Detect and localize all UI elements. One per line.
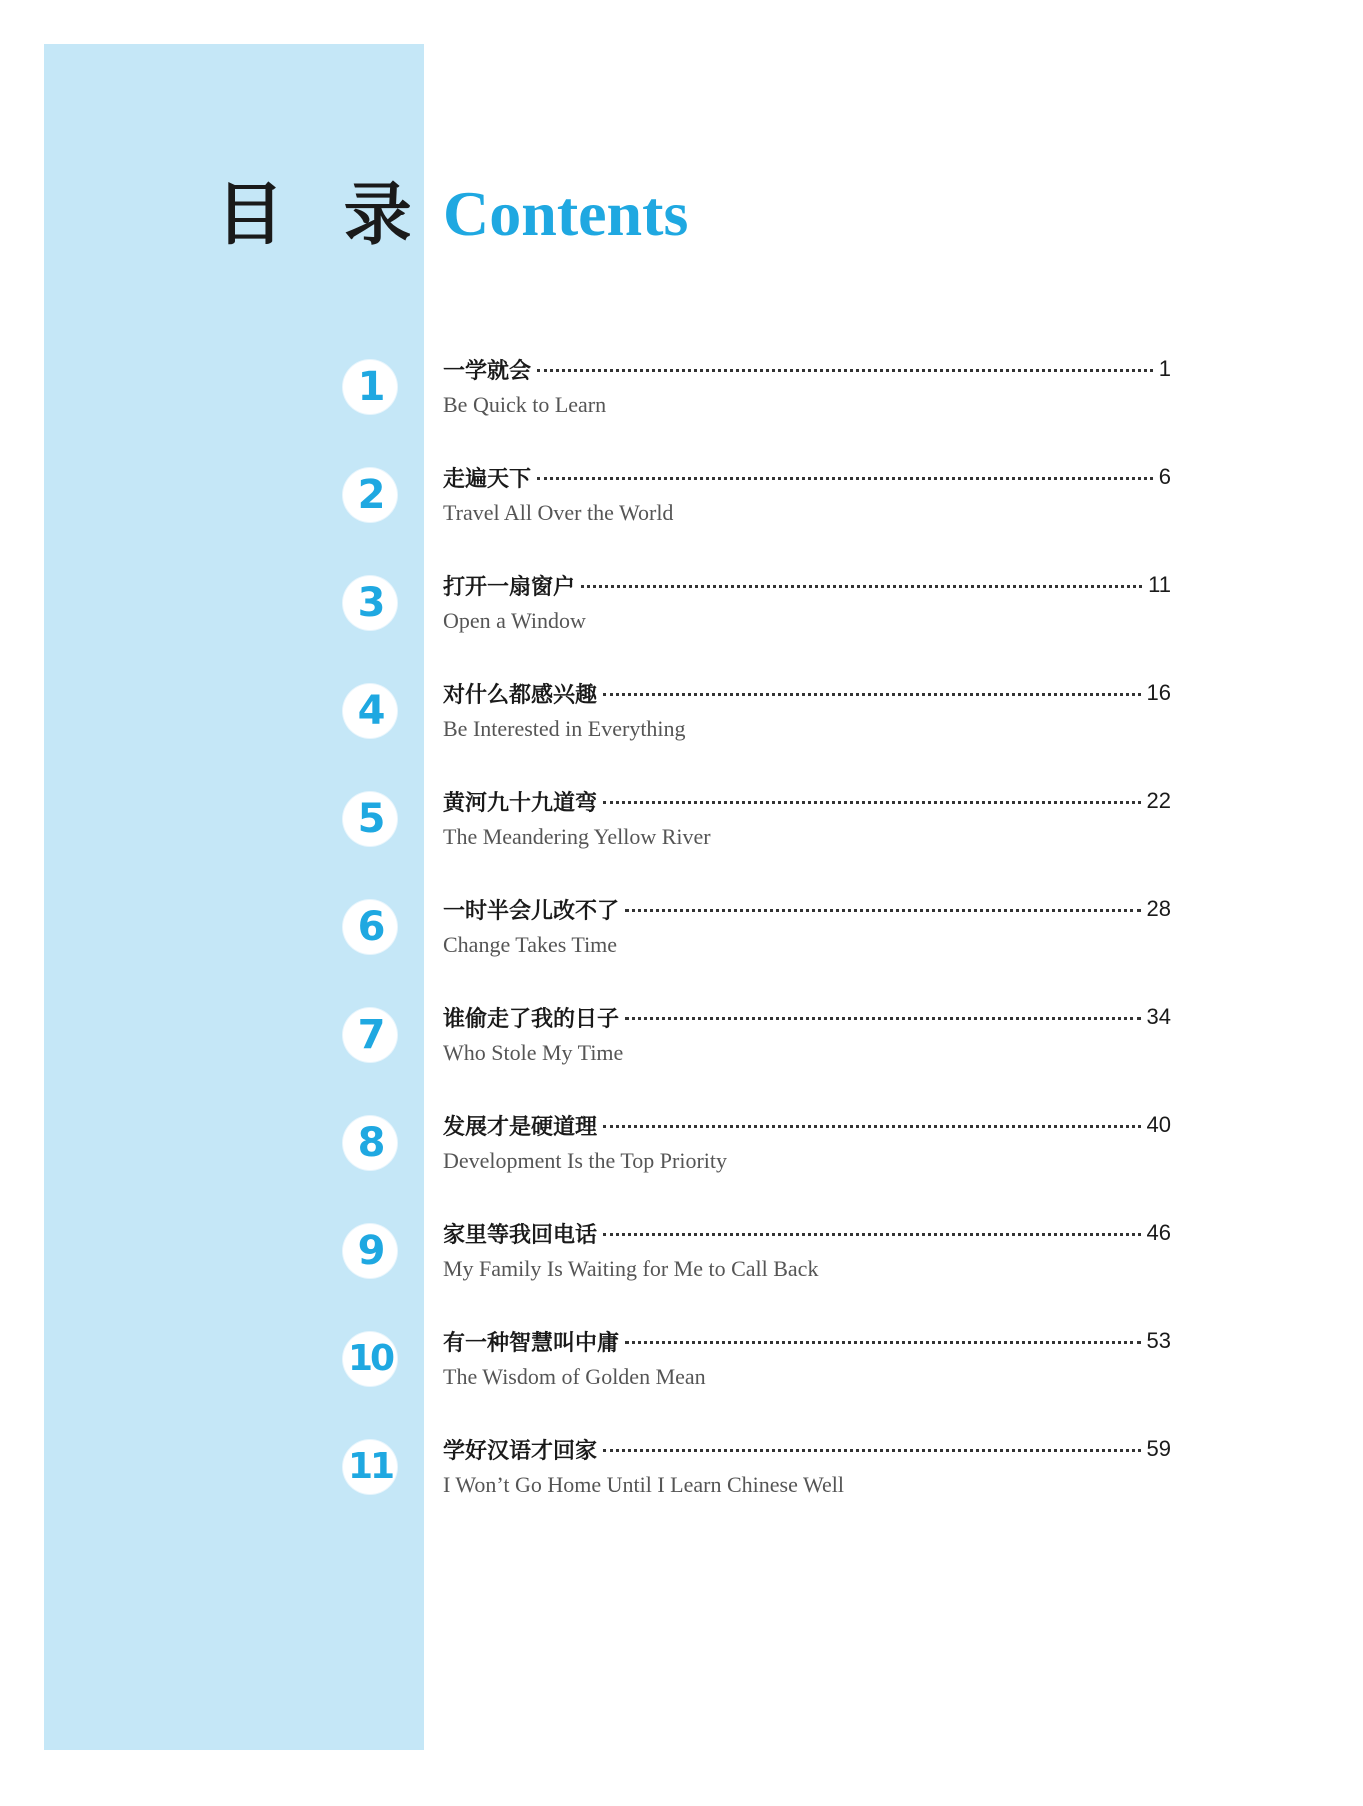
chapter-title-chinese: 学好汉语才回家	[443, 1438, 598, 1464]
chapter-number-badge: 9	[343, 1224, 397, 1278]
table-of-contents	[0, 352, 1363, 1540]
toc-title-row	[443, 1324, 1171, 1358]
toc-entry-3[interactable]	[0, 568, 1363, 676]
chapter-title-chinese: 有一种智慧叫中庸	[443, 1330, 620, 1356]
chapter-title-english: Be Quick to Learn	[443, 392, 607, 417]
chapter-title-chinese: 走遍天下	[443, 466, 532, 492]
chapter-title-chinese: 黄河九十九道弯	[443, 790, 598, 816]
chapter-title-chinese: 家里等我回电话	[443, 1222, 598, 1248]
chapter-title-chinese: 一时半会儿改不了	[443, 898, 620, 924]
page-number: 53	[1146, 1328, 1171, 1353]
toc-entry-8[interactable]	[0, 1108, 1363, 1216]
page-number: 16	[1146, 680, 1171, 705]
toc-title-row	[443, 352, 1171, 386]
toc-entry-6[interactable]	[0, 892, 1363, 1000]
chapter-title-english: My Family Is Waiting for Me to Call Back	[443, 1256, 819, 1281]
toc-entry-10[interactable]	[0, 1324, 1363, 1432]
toc-title-row	[443, 1432, 1171, 1466]
chapter-number-badge: 6	[343, 900, 397, 954]
dot-leader	[537, 477, 1153, 480]
chapter-number-badge: 8	[343, 1116, 397, 1170]
page-number: 6	[1158, 464, 1171, 489]
chapter-title-english: Open a Window	[443, 608, 586, 633]
page-number: 22	[1146, 788, 1171, 813]
dot-leader	[603, 1233, 1141, 1236]
chapter-title-english: Change Takes Time	[443, 932, 618, 957]
chapter-title-english: Be Interested in Everything	[443, 716, 686, 741]
dot-leader	[581, 585, 1142, 588]
dot-leader	[603, 693, 1141, 696]
toc-title-row	[443, 1000, 1171, 1034]
chapter-number-badge: 11	[343, 1440, 397, 1494]
chapter-number-badge: 4	[343, 684, 397, 738]
toc-title-row	[443, 784, 1171, 818]
chapter-title-chinese: 打开一扇窗户	[443, 574, 576, 600]
toc-title-row	[443, 676, 1171, 710]
page-number: 28	[1146, 896, 1171, 921]
chapter-title-chinese: 一学就会	[443, 358, 532, 384]
toc-entry-11[interactable]	[0, 1432, 1363, 1540]
chapter-title-english: Who Stole My Time	[443, 1040, 624, 1065]
toc-title-row	[443, 568, 1171, 602]
dot-leader	[625, 1017, 1141, 1020]
chapter-number-badge: 7	[343, 1008, 397, 1062]
page-title-english: Contents	[443, 178, 689, 249]
chapter-number-badge: 3	[343, 576, 397, 630]
toc-entry-1[interactable]	[0, 352, 1363, 460]
page-number: 59	[1146, 1436, 1171, 1461]
toc-entry-2[interactable]	[0, 460, 1363, 568]
chapter-title-english: Development Is the Top Priority	[443, 1148, 728, 1173]
dot-leader	[603, 801, 1141, 804]
chapter-title-english: The Meandering Yellow River	[443, 824, 711, 849]
chapter-title-chinese: 对什么都感兴趣	[443, 682, 598, 708]
chapter-title-english: Travel All Over the World	[443, 500, 674, 525]
dot-leader	[625, 909, 1141, 912]
dot-leader	[603, 1449, 1141, 1452]
toc-title-row	[443, 892, 1171, 926]
page-number: 34	[1146, 1004, 1171, 1029]
dot-leader	[537, 369, 1153, 372]
chapter-title-chinese: 谁偷走了我的日子	[443, 1006, 620, 1032]
page-number: 11	[1148, 572, 1171, 597]
dot-leader	[603, 1125, 1141, 1128]
toc-entry-7[interactable]	[0, 1000, 1363, 1108]
page-number: 1	[1158, 356, 1171, 381]
chapter-number-badge: 1	[343, 360, 397, 414]
toc-title-row	[443, 460, 1171, 494]
toc-title-row	[443, 1108, 1171, 1142]
chapter-number-badge: 2	[343, 468, 397, 522]
chapter-title-chinese: 发展才是硬道理	[443, 1114, 598, 1140]
chapter-title-english: The Wisdom of Golden Mean	[443, 1364, 706, 1389]
chapter-number-badge: 5	[343, 792, 397, 846]
page-number: 40	[1146, 1112, 1171, 1137]
page-number: 46	[1146, 1220, 1171, 1245]
chapter-number-badge: 10	[343, 1332, 397, 1386]
toc-entry-9[interactable]	[0, 1216, 1363, 1324]
toc-entry-5[interactable]	[0, 784, 1363, 892]
toc-entry-4[interactable]	[0, 676, 1363, 784]
dot-leader	[625, 1341, 1141, 1344]
page-title-chinese: 目 录	[216, 176, 430, 255]
toc-title-row	[443, 1216, 1171, 1250]
chapter-title-english: I Won’t Go Home Until I Learn Chinese Well	[443, 1472, 844, 1497]
